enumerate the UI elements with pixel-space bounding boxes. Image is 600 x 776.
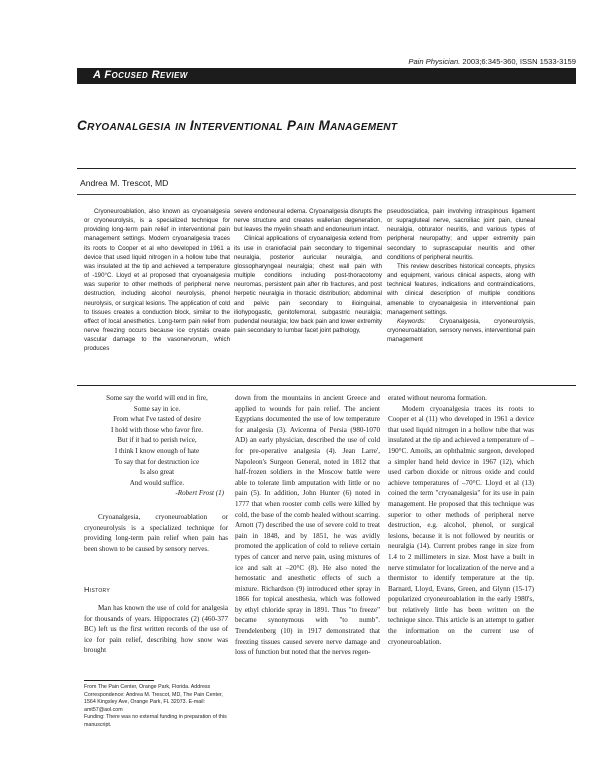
section-banner (77, 68, 576, 84)
citation-details: 2003;6:345-360, ISSN 1533-3159 (462, 57, 576, 66)
body-column-3 (388, 393, 534, 647)
poem-line: Some say the world will end in fire, (106, 394, 208, 402)
abstract-paragraph: This review describes historical concepts, physics and equipment, various clinical aspects, along with technical features, indications and contraindications, with clinical description of multiple conditions amenable to cryoanalgesia in interventional pain management settings. (387, 262, 535, 316)
footnote-divider (84, 680, 154, 681)
abstract-paragraph: severe endoneural edema. Cryoanalgesia disrupts the nerve structure and creates wallerian degeneration, but leaves the myelin sheath and endoneurium intact. (234, 208, 382, 234)
poem-line: Is also great (139, 468, 175, 477)
poem-line: But if it had to perish twice, (117, 436, 197, 445)
poem-line: I think I know enough of hate (114, 446, 200, 455)
author-name: Andrea M. Trescot, MD (80, 178, 169, 188)
poem-line: From what I've tasted of desire (113, 415, 201, 424)
footnote-affiliation: From The Pain Center, Orange Park, Florida. Address Correspondence: Andrea M. Trescot, MD, The Pain Center, 1564 Kingsley Ave, Orange Park, FL 32073. E-mail: amt57@aol.com (84, 684, 223, 713)
abstract-paragraph: pseudosciatica, pain involving intraspinous ligament or supragluteal nerve, sacroiliac joint pain, cluneal neuralgia, obturator neuritis, and various types of peripheral neuropathy; and upper extremity pain secondary to suprascapular neuritis and other conditions of peripheral neuritis. (387, 208, 535, 261)
epigraph-poem (90, 393, 224, 499)
intro-paragraph-block (84, 512, 228, 554)
title-divider (77, 168, 576, 169)
section-label: A Focused Review (93, 69, 188, 81)
poem-line: I hold with those who favor fire. (110, 425, 203, 434)
abstract-column-3 (387, 207, 535, 344)
journal-name: Pain Physician. (408, 57, 461, 66)
poem-line: And would suffice. (129, 478, 185, 487)
body-paragraph: erated without neuroma formation. (388, 394, 487, 402)
keywords (387, 317, 535, 344)
abstract-divider (77, 385, 576, 386)
keywords-text: Cryoanalgesia, cryoneurolysis, cryoneuroablation, sensory nerves, interventional pain management (387, 317, 535, 344)
journal-citation (408, 57, 576, 66)
article-title: Cryoanalgesia in Interventional Pain Management (77, 118, 398, 133)
abstract-column-1 (84, 207, 230, 354)
author-divider (77, 194, 576, 195)
affiliation-footnote (84, 684, 234, 730)
poem-line: Some say in ice. (133, 404, 181, 413)
poem-line: To say that for destruction ice (114, 457, 200, 466)
body-paragraph: Modern cryoanalgesia traces its roots to Cooper et al (11) who developed in 1961 a device that used liquid nitrogen in a hollow tube that was insulated at the tip and achieved a temperature of –190°C. Amoils, an ophthalmic surgeon, developed a simpler hand held device in 1967 (12), which used carbon dioxide or nitrous oxide and could achieve temperatures of –70°C. Lloyd et al (13) coined the term "cryoanalgesia" for its use in pain management. He proposed that this technique was superior to other methods of peripheral nerve destruction, e.g. alcohol, phenol, or surgical lesions, because it is not followed by neuritis or neuralgia (14). Current probes range in size from 1.4 to 2 millimeters in size. Most have a built in nerve stimulator for localization of the nerve and a thermistor to identify temperature at the tip. Barnard, Lloyd, Evans, Green, and Glynn (15-17) popularized cryoneuroablation in the early 1980's, but relatively little has been written on the technique since. This article is an attempt to gather the information on the current use of cryoneuroablation. (388, 404, 534, 646)
abstract-paragraph: Clinical applications of cryoanalgesia extend from its use in craniofacial pain secondary to trigeminal neuralgia, posterior auricular neuralgia, and glossopharyngeal neuralgia; chest wall pain with multiple conditions including post-thoracotomy neuromas, persistent pain after rib fractures, and post herpetic neuralgia in thoracic distribution; abdominal and pelvic pain secondary to ilioinguinal, iliohypogastic, genitofemoral, subgastric neuralgia; pudendal neuralgia; low back pain and lower extremity pain secondary to lumbar facet joint pathology, (234, 235, 382, 335)
intro-paragraph: Cryoanalgesia, cryoneuroablation or cryoneurolysis is a specialized technique for providing long-term pain relief when pain has been shown to be caused by sensory nerves. (84, 513, 228, 553)
footnote-funding: Funding: There was no external funding in preparation of this manuscript. (84, 714, 227, 728)
poem-credit: -Robert Frost (1) (175, 489, 224, 498)
body-paragraph: down from the mountains in ancient Greece and applied to wounds for pain relief. The ancient Egyptians documented the use of low temperature for analgesia (3). Avicenna of Persia (980-1070 AD) an early physician, described the use of cold for pre-operative analgesia (4). Jean Larre', Napoleon's Surgeon General, noted in 1812 that half-frozen soldiers in the Moscow battle were able to tolerate limb amputation with little or no pain (5). In addition, John Hunter (6) noted in 1777 that when rooster comb cells were killed by cold, the base of the comb healed without scarring. Arnott (7) described the use of severe cold to treat pain in 1848, and by 1851, he was avidly promoted the application of cold to relieve certain types of cancer and nerve pain, using mixtures of ice and salt at –20°C (8). He also noted the hemostatic and anesthetic effects of such a mixture. Richardson (9) introduced ether spray in 1866 for topical anesthesia, which was followed by ethyl chloride spray in 1891. Thus "to freeze" became synonymous with "to numb". Trendelenberg (10) in 1917 demonstrated that freezing tissues caused severe nerve damage and loss of function but noted that the nerves regen- (235, 394, 380, 657)
keywords-label: Keywords: (397, 317, 426, 325)
abstract-paragraph: Cryoneuroablation, also known as cryoanalgesia or cryoneurolysis, is a specialized technique for providing long-term pain relief in interventional pain management settings. Modern cryoanalgesia traces its roots to Cooper et al who developed in 1961 a device that used liquid nitrogen in a hollow tube that was insulated at the tip and achieved a temperature of -190°C. Lloyd et al proposed that cryoanalgesia was superior to other methods of peripheral nerve destruction, including alcohol neurolysis, phenol neurolysis, or surgical lesions. The application of cold to tissues creates a conduction block, similar to the effect of local anesthetics. Long-term pain relief from nerve freezing occurs because ice crystals create vascular damage to the vasonervorum, which produces (84, 208, 230, 353)
history-paragraph: Man has known the use of cold for analgesia for thousands of years. Hippocrates (2) (460-377 BC) left us the first written records of the use of ice for pain relief, describing how snow was brought (84, 604, 228, 655)
history-paragraph-block (84, 603, 228, 656)
body-column-2 (235, 393, 380, 658)
abstract-column-2 (234, 207, 382, 335)
history-heading: History (84, 585, 111, 594)
